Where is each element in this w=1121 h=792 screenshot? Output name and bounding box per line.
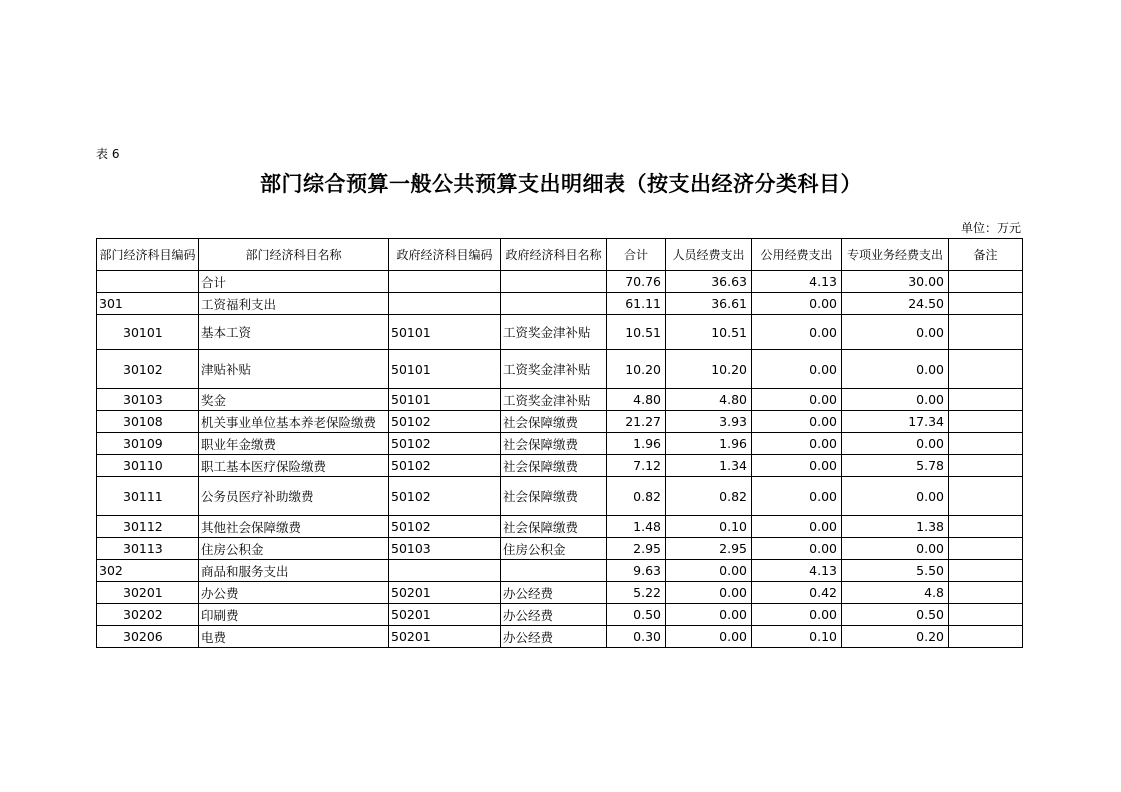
cell-personnel: 0.00 — [666, 560, 752, 582]
cell-gov-code: 50102 — [389, 411, 501, 433]
cell-special: 5.78 — [842, 455, 949, 477]
cell-gov-code: 50102 — [389, 516, 501, 538]
cell-special: 0.20 — [842, 626, 949, 648]
cell-dept-name: 公务员医疗补助缴费 — [199, 477, 389, 516]
header-gov-name: 政府经济科目名称 — [501, 239, 607, 271]
cell-remark — [949, 411, 1023, 433]
cell-remark — [949, 516, 1023, 538]
cell-dept-name: 电费 — [199, 626, 389, 648]
cell-personnel: 0.10 — [666, 516, 752, 538]
cell-dept-code: 301 — [97, 293, 199, 315]
cell-public: 0.00 — [752, 455, 842, 477]
cell-remark — [949, 455, 1023, 477]
cell-special: 24.50 — [842, 293, 949, 315]
cell-personnel: 36.63 — [666, 271, 752, 293]
cell-gov-code — [389, 271, 501, 293]
cell-dept-code: 30110 — [97, 455, 199, 477]
cell-total: 61.11 — [607, 293, 666, 315]
cell-personnel: 0.82 — [666, 477, 752, 516]
cell-dept-code: 30109 — [97, 433, 199, 455]
cell-total: 1.96 — [607, 433, 666, 455]
cell-total: 0.30 — [607, 626, 666, 648]
cell-public: 0.00 — [752, 604, 842, 626]
cell-dept-code: 30201 — [97, 582, 199, 604]
budget-table — [96, 238, 1023, 648]
cell-personnel: 10.51 — [666, 315, 752, 350]
cell-public: 0.00 — [752, 411, 842, 433]
cell-dept-name: 办公费 — [199, 582, 389, 604]
cell-dept-code: 30108 — [97, 411, 199, 433]
cell-public: 0.00 — [752, 293, 842, 315]
cell-dept-name: 工资福利支出 — [199, 293, 389, 315]
cell-gov-name — [501, 293, 607, 315]
cell-total: 1.48 — [607, 516, 666, 538]
cell-gov-name: 办公经费 — [501, 582, 607, 604]
cell-special: 5.50 — [842, 560, 949, 582]
header-remark: 备注 — [949, 239, 1023, 271]
header-dept-code: 部门经济科目编码 — [97, 239, 199, 271]
cell-public: 0.10 — [752, 626, 842, 648]
cell-remark — [949, 604, 1023, 626]
cell-gov-code: 50201 — [389, 626, 501, 648]
table-header-row — [97, 239, 1023, 271]
cell-remark — [949, 293, 1023, 315]
cell-gov-name: 社会保障缴费 — [501, 477, 607, 516]
cell-public: 0.00 — [752, 477, 842, 516]
cell-gov-name: 住房公积金 — [501, 538, 607, 560]
cell-remark — [949, 582, 1023, 604]
cell-personnel: 4.80 — [666, 389, 752, 411]
table-row — [97, 626, 1023, 648]
cell-public: 0.00 — [752, 389, 842, 411]
table-row — [97, 477, 1023, 516]
cell-remark — [949, 433, 1023, 455]
header-total: 合计 — [607, 239, 666, 271]
cell-gov-name: 办公经费 — [501, 626, 607, 648]
header-special: 专项业务经费支出 — [842, 239, 949, 271]
table-row — [97, 350, 1023, 389]
cell-gov-code: 50101 — [389, 350, 501, 389]
cell-special: 0.00 — [842, 538, 949, 560]
cell-gov-name — [501, 560, 607, 582]
cell-total: 9.63 — [607, 560, 666, 582]
cell-remark — [949, 315, 1023, 350]
cell-gov-name: 工资奖金津补贴 — [501, 315, 607, 350]
cell-public: 0.00 — [752, 433, 842, 455]
cell-gov-code: 50101 — [389, 315, 501, 350]
cell-gov-name — [501, 271, 607, 293]
cell-total: 70.76 — [607, 271, 666, 293]
table-row — [97, 516, 1023, 538]
cell-special: 17.34 — [842, 411, 949, 433]
cell-gov-name: 社会保障缴费 — [501, 455, 607, 477]
cell-public: 0.00 — [752, 538, 842, 560]
cell-dept-code: 30202 — [97, 604, 199, 626]
cell-gov-code — [389, 560, 501, 582]
cell-dept-code: 30113 — [97, 538, 199, 560]
cell-dept-code: 30102 — [97, 350, 199, 389]
cell-remark — [949, 626, 1023, 648]
cell-dept-name: 奖金 — [199, 389, 389, 411]
cell-total: 21.27 — [607, 411, 666, 433]
cell-remark — [949, 350, 1023, 389]
unit-label: 单位：万元 — [960, 221, 1021, 235]
header-personnel: 人员经费支出 — [666, 239, 752, 271]
cell-special: 0.00 — [842, 477, 949, 516]
cell-public: 0.00 — [752, 350, 842, 389]
cell-gov-name: 社会保障缴费 — [501, 516, 607, 538]
cell-gov-code: 50102 — [389, 477, 501, 516]
cell-total: 10.51 — [607, 315, 666, 350]
table-row — [97, 455, 1023, 477]
cell-special: 4.8 — [842, 582, 949, 604]
cell-gov-name: 工资奖金津补贴 — [501, 350, 607, 389]
cell-public: 4.13 — [752, 271, 842, 293]
cell-gov-code: 50201 — [389, 582, 501, 604]
table-row — [97, 315, 1023, 350]
table-row — [97, 411, 1023, 433]
cell-total: 0.82 — [607, 477, 666, 516]
table-row — [97, 293, 1023, 315]
cell-personnel: 36.61 — [666, 293, 752, 315]
cell-gov-code: 50103 — [389, 538, 501, 560]
cell-remark — [949, 560, 1023, 582]
cell-dept-name: 基本工资 — [199, 315, 389, 350]
cell-public: 0.00 — [752, 516, 842, 538]
cell-gov-code: 50102 — [389, 455, 501, 477]
cell-public: 0.42 — [752, 582, 842, 604]
cell-dept-code: 302 — [97, 560, 199, 582]
cell-personnel: 0.00 — [666, 626, 752, 648]
cell-personnel: 0.00 — [666, 582, 752, 604]
cell-remark — [949, 389, 1023, 411]
cell-gov-code — [389, 293, 501, 315]
cell-dept-name: 其他社会保障缴费 — [199, 516, 389, 538]
header-public: 公用经费支出 — [752, 239, 842, 271]
cell-dept-name: 住房公积金 — [199, 538, 389, 560]
table-row — [97, 582, 1023, 604]
cell-special: 0.00 — [842, 350, 949, 389]
cell-public: 0.00 — [752, 315, 842, 350]
cell-gov-name: 社会保障缴费 — [501, 411, 607, 433]
cell-remark — [949, 477, 1023, 516]
table-row — [97, 389, 1023, 411]
cell-dept-name: 印刷费 — [199, 604, 389, 626]
cell-dept-name: 机关事业单位基本养老保险缴费 — [199, 411, 389, 433]
cell-dept-code: 30101 — [97, 315, 199, 350]
cell-remark — [949, 271, 1023, 293]
cell-dept-code: 30111 — [97, 477, 199, 516]
cell-personnel: 10.20 — [666, 350, 752, 389]
cell-total: 5.22 — [607, 582, 666, 604]
header-gov-code: 政府经济科目编码 — [389, 239, 501, 271]
cell-personnel: 2.95 — [666, 538, 752, 560]
cell-special: 0.00 — [842, 315, 949, 350]
cell-personnel: 1.96 — [666, 433, 752, 455]
table-row — [97, 271, 1023, 293]
cell-personnel: 1.34 — [666, 455, 752, 477]
cell-gov-code: 50201 — [389, 604, 501, 626]
cell-total: 0.50 — [607, 604, 666, 626]
cell-personnel: 0.00 — [666, 604, 752, 626]
cell-remark — [949, 538, 1023, 560]
cell-total: 2.95 — [607, 538, 666, 560]
cell-dept-name: 职业年金缴费 — [199, 433, 389, 455]
table-row — [97, 560, 1023, 582]
cell-special: 30.00 — [842, 271, 949, 293]
cell-public: 4.13 — [752, 560, 842, 582]
cell-personnel: 3.93 — [666, 411, 752, 433]
cell-special: 1.38 — [842, 516, 949, 538]
cell-special: 0.00 — [842, 433, 949, 455]
cell-total: 4.80 — [607, 389, 666, 411]
cell-gov-code: 50101 — [389, 389, 501, 411]
cell-special: 0.00 — [842, 389, 949, 411]
cell-special: 0.50 — [842, 604, 949, 626]
table-row — [97, 538, 1023, 560]
cell-gov-name: 工资奖金津补贴 — [501, 389, 607, 411]
table-row — [97, 433, 1023, 455]
cell-gov-code: 50102 — [389, 433, 501, 455]
cell-dept-code: 30112 — [97, 516, 199, 538]
cell-dept-code: 30206 — [97, 626, 199, 648]
header-dept-name: 部门经济科目名称 — [199, 239, 389, 271]
table-number: 表 6 — [96, 147, 120, 161]
cell-gov-name: 社会保障缴费 — [501, 433, 607, 455]
cell-dept-code: 30103 — [97, 389, 199, 411]
cell-dept-name: 合计 — [199, 271, 389, 293]
cell-dept-name: 职工基本医疗保险缴费 — [199, 455, 389, 477]
cell-gov-name: 办公经费 — [501, 604, 607, 626]
cell-dept-name: 津贴补贴 — [199, 350, 389, 389]
cell-dept-name: 商品和服务支出 — [199, 560, 389, 582]
cell-total: 7.12 — [607, 455, 666, 477]
page-title: 部门综合预算一般公共预算支出明细表（按支出经济分类科目） — [260, 171, 862, 196]
cell-dept-code — [97, 271, 199, 293]
cell-total: 10.20 — [607, 350, 666, 389]
table-row — [97, 604, 1023, 626]
